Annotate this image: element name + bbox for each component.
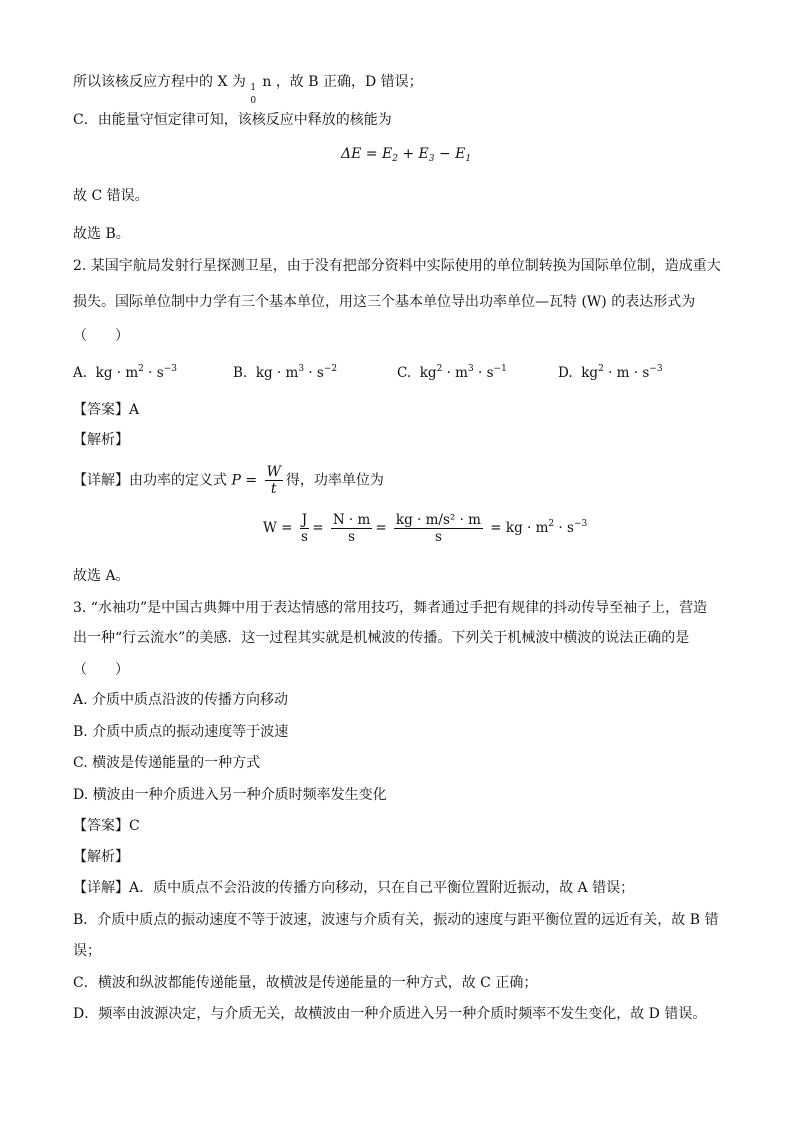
eq-sub: 1 xyxy=(465,154,472,164)
text: 所以该核反应方程中的 X 为 xyxy=(73,74,246,90)
fraction xyxy=(300,512,309,545)
paragraph: C．由能量守恒定律可知，该核反应中释放的核能为 xyxy=(73,112,392,128)
exp: 2 xyxy=(598,364,604,374)
option-label: A. xyxy=(73,365,88,381)
option-text: kg xyxy=(419,365,437,381)
question-3-line1: 3. “水袖功”是中国古典舞中用于表达情感的常用技巧，舞者通过手把有规律的抖动传导至袖子上，营造 xyxy=(73,600,708,616)
question-3-blank: （ ） xyxy=(73,662,129,678)
option-text: · m · s xyxy=(603,365,650,381)
eq-part: ΔE = E xyxy=(341,146,393,162)
option-text: kg · m xyxy=(95,365,139,381)
q3-detail-c: C．横波和纵波都能传递能量，故横波是传递能量的一种方式，故 C 正确； xyxy=(73,975,538,991)
paragraph: 故选 A。 xyxy=(73,568,130,584)
question-2-blank: （ ） xyxy=(73,328,129,344)
exp: 2 xyxy=(138,364,144,374)
q2-option-a xyxy=(73,364,177,381)
fraction xyxy=(394,512,483,545)
q2-detail xyxy=(73,464,384,497)
option-label: C. xyxy=(397,365,412,381)
question-2-line2: 损失。国际单位制中力学有三个基本单位，用这三个基本单位导出功率单位—瓦特 (W) 的表达形式为 xyxy=(73,294,696,310)
option-text: kg · m xyxy=(255,365,299,381)
fraction xyxy=(331,512,373,545)
eq-sub: 3 xyxy=(428,154,435,164)
denominator: s xyxy=(434,529,442,545)
exp: 2 xyxy=(436,364,443,374)
q2-analysis-heading: 【解析】 xyxy=(73,432,129,448)
numerator: J xyxy=(301,512,308,528)
denominator: t xyxy=(270,481,277,497)
text: = xyxy=(240,472,262,489)
text: 【详解】由功率的定义式 xyxy=(73,472,227,489)
power-symbol: P xyxy=(231,472,241,489)
numerator: kg · m/s² · m xyxy=(395,512,481,528)
exp: 3 xyxy=(298,364,305,374)
exp: −3 xyxy=(649,364,663,374)
mass-number: 1 xyxy=(250,83,257,93)
eq-part: = kg · m xyxy=(490,520,549,536)
q3-detail-a: 【详解】A．质中质点不会沿波的传播方向移动，只在自己平衡位置附近振动，故 A 错误； xyxy=(73,880,635,896)
option-text: · s xyxy=(143,365,164,381)
option-label: B. xyxy=(233,365,248,381)
exp: −2 xyxy=(323,364,338,374)
exp: 3 xyxy=(467,364,474,374)
q3-analysis-heading: 【解析】 xyxy=(73,849,129,865)
q3-detail-b-cont: 误； xyxy=(73,943,101,959)
question-3-line2: 出一种“行云流水”的美感．这一过程其实就是机械波的传播。下列关于机械波中横波的说法正确的是 xyxy=(73,630,690,646)
denominator: s xyxy=(348,529,356,545)
option-text: · s xyxy=(473,365,494,381)
q2-option-d xyxy=(558,364,663,381)
eq-part: − E xyxy=(434,146,466,162)
q3-detail-d: D．频率由波源决定，与介质无关，故横波由一种介质进入另一种介质时频率不发生变化，故 D 错误。 xyxy=(73,1006,707,1022)
eq-part: · s xyxy=(554,520,574,536)
paragraph: 故 C 错误。 xyxy=(73,188,149,204)
eq-sub: 2 xyxy=(392,154,398,164)
fraction xyxy=(265,464,283,497)
question-2-line1: 2. 某国宇航局发射行星探测卫星，由于没有把部分资料中实际使用的单位制转换为国际单位制，造成重大 xyxy=(73,258,721,274)
q2-option-b xyxy=(233,364,337,381)
numerator: W xyxy=(266,464,281,480)
denominator: s xyxy=(301,529,308,545)
option-text: · m xyxy=(442,365,468,381)
exp: −3 xyxy=(573,519,588,529)
atomic-number: 0 xyxy=(250,96,257,106)
q3-option-b: B. 介质中质点的振动速度等于波速 xyxy=(73,724,289,740)
exp: 2 xyxy=(548,519,555,529)
q3-answer: 【答案】C xyxy=(73,818,140,834)
numerator: N · m xyxy=(332,512,371,528)
q3-option-d: D. 横波由一种介质进入另一种介质时频率发生变化 xyxy=(73,787,387,803)
option-text: · s xyxy=(304,365,324,381)
q3-option-c: C. 横波是传递能量的一种方式 xyxy=(73,755,261,771)
equation-energy xyxy=(341,146,471,164)
option-text: kg xyxy=(581,365,599,381)
paragraph-nuclide xyxy=(73,72,423,106)
paragraph: 故选 B。 xyxy=(73,226,130,242)
eq-part: + E xyxy=(397,146,429,162)
exp: −3 xyxy=(163,364,177,374)
q2-option-c xyxy=(397,364,507,381)
option-label: D. xyxy=(558,365,573,381)
nuclide-letter: n xyxy=(262,74,272,90)
text: ，故 B 正确，D 错误； xyxy=(275,74,423,90)
exp: −1 xyxy=(493,364,507,374)
eq-part: W = xyxy=(263,520,293,536)
q3-option-a: A. 介质中质点沿波的传播方向移动 xyxy=(73,692,289,708)
q2-answer: 【答案】A xyxy=(73,402,140,418)
q3-detail-b: B．介质中质点的振动速度不等于波速，波速与介质有关，振动的速度与距平衡位置的远近有关，故 B 错 xyxy=(73,912,719,928)
text: 得，功率单位为 xyxy=(285,472,384,489)
equation-watt: W = $\frac{J}{s}$ = $\frac{N \cdot m}{s}$ = $\frac{\text{kg · m/s² · m}}{s}$ = kg · $m^2 \cdot s^{-3}$ xyxy=(263,512,588,545)
